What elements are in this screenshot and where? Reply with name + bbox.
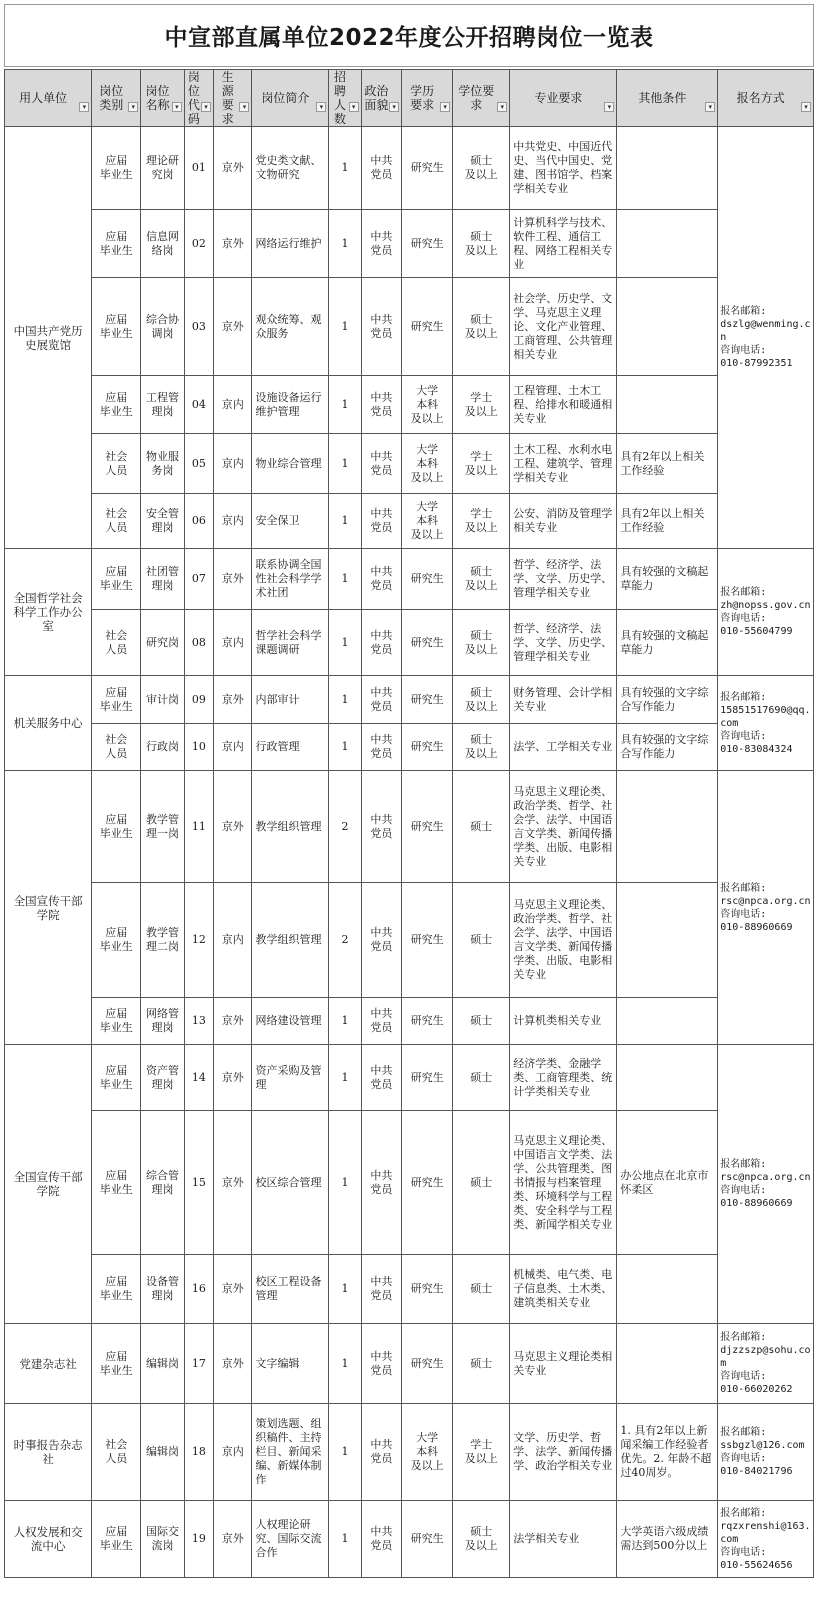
job-degree: 硕士 [453, 1111, 510, 1255]
job-education: 研究生 [402, 1255, 453, 1324]
job-category: 应届 毕业生 [92, 1501, 141, 1578]
filter-dropdown-icon[interactable]: ▾ [172, 102, 182, 112]
unit-name: 机关服务中心 [5, 676, 92, 771]
job-code: 03 [184, 278, 213, 376]
table-row [5, 127, 814, 210]
job-other-conditions: 大学英语六级成绩需达到500分以上 [617, 1501, 718, 1578]
table-row [5, 998, 814, 1045]
job-major: 中共党史、中国近代史、当代中国史、党建、图书馆学、档案学相关专业 [510, 127, 617, 210]
job-code: 05 [184, 434, 213, 494]
job-major: 马克思主义理论类、政治学类、哲学、社会学、法学、中国语言文学类、新闻传播学类、出版、电影相关专业 [510, 771, 617, 883]
job-intro: 联系协调全国性社会科学学术社团 [252, 549, 329, 610]
table-row [5, 494, 814, 549]
job-source: 京外 [213, 1045, 251, 1111]
header-apply: 报名方式 ▾ [718, 70, 814, 127]
job-political: 中共 党员 [361, 278, 402, 376]
job-post: 安全管 理岗 [141, 494, 185, 549]
job-code: 18 [184, 1404, 213, 1501]
job-other-conditions [617, 771, 718, 883]
job-intro: 设施设备运行维护管理 [252, 376, 329, 434]
job-education: 研究生 [402, 549, 453, 610]
job-political: 中共 党员 [361, 1045, 402, 1111]
job-degree: 硕士 [453, 1255, 510, 1324]
job-education: 大学 本科 及以上 [402, 376, 453, 434]
job-degree: 硕士 及以上 [453, 610, 510, 676]
filter-dropdown-icon[interactable]: ▾ [316, 102, 326, 112]
job-political: 中共 党员 [361, 1404, 402, 1501]
job-category: 应届 毕业生 [92, 1255, 141, 1324]
job-political: 中共 党员 [361, 771, 402, 883]
job-category: 应届 毕业生 [92, 1324, 141, 1404]
job-code: 11 [184, 771, 213, 883]
unit-name: 全国宣传干部学院 [5, 1045, 92, 1324]
job-degree: 硕士 及以上 [453, 724, 510, 771]
job-code: 08 [184, 610, 213, 676]
job-education: 研究生 [402, 127, 453, 210]
job-major: 马克思主义理论类相关专业 [510, 1324, 617, 1404]
job-post: 网络管 理岗 [141, 998, 185, 1045]
job-major: 文学、历史学、哲学、法学、新闻传播学、政治学相关专业 [510, 1404, 617, 1501]
job-political: 中共 党员 [361, 210, 402, 278]
unit-name: 时事报告杂志社 [5, 1404, 92, 1501]
job-category: 社会 人员 [92, 494, 141, 549]
job-source: 京内 [213, 610, 251, 676]
apply-contact: 报名邮箱: rqzxrenshi@163.com 咨询电话: 010-55624656 [718, 1501, 814, 1578]
filter-dropdown-icon[interactable]: ▾ [440, 102, 450, 112]
job-post: 信息网 络岗 [141, 210, 185, 278]
unit-name: 中国共产党历史展览馆 [5, 127, 92, 549]
job-code: 12 [184, 883, 213, 998]
job-category: 社会 人员 [92, 610, 141, 676]
job-source: 京外 [213, 549, 251, 610]
job-degree: 学士 及以上 [453, 376, 510, 434]
header-unit: 用人单位 ▾ [5, 70, 92, 127]
recruitment-table [4, 69, 814, 1578]
job-political: 中共 党员 [361, 494, 402, 549]
job-post: 教学管 理一岗 [141, 771, 185, 883]
job-major: 公安、消防及管理学相关专业 [510, 494, 617, 549]
job-political: 中共 党员 [361, 1324, 402, 1404]
job-major: 马克思主义理论类、中国语言文学类、法学、公共管理类、图书情报与档案管理类、环境科学与工程类、安全科学与工程类、新闻学相关专业 [510, 1111, 617, 1255]
job-major: 哲学、经济学、法学、文学、历史学、管理学相关专业 [510, 549, 617, 610]
job-political: 中共 党员 [361, 883, 402, 998]
header-count: 招聘人数 ▾ [329, 70, 361, 127]
job-post: 工程管 理岗 [141, 376, 185, 434]
table-row [5, 1324, 814, 1404]
apply-contact: 报名邮箱: dszlg@wenming.cn 咨询电话: 010-87992351 [718, 127, 814, 549]
job-other-conditions [617, 1255, 718, 1324]
job-code: 19 [184, 1501, 213, 1578]
job-post: 资产管 理岗 [141, 1045, 185, 1111]
job-category: 应届 毕业生 [92, 376, 141, 434]
apply-contact: 报名邮箱: rsc@npca.org.cn 咨询电话: 010-88960669 [718, 1045, 814, 1324]
job-intro: 教学组织管理 [252, 883, 329, 998]
job-category: 应届 毕业生 [92, 549, 141, 610]
job-post: 编辑岗 [141, 1324, 185, 1404]
job-education: 研究生 [402, 1045, 453, 1111]
job-count: 2 [329, 883, 361, 998]
job-count: 1 [329, 210, 361, 278]
job-source: 京内 [213, 434, 251, 494]
header-row [5, 70, 814, 127]
job-other-conditions [617, 127, 718, 210]
header-education: 学历要求 ▾ [402, 70, 453, 127]
table-row [5, 610, 814, 676]
job-intro: 内部审计 [252, 676, 329, 724]
job-intro: 人权理论研究、国际交流合作 [252, 1501, 329, 1578]
job-intro: 校区工程设备管理 [252, 1255, 329, 1324]
job-source: 京外 [213, 1324, 251, 1404]
filter-dropdown-icon[interactable]: ▾ [801, 102, 811, 112]
job-major: 计算机科学与技术、软件工程、通信工程、网络工程相关专业 [510, 210, 617, 278]
filter-dropdown-icon[interactable]: ▾ [705, 102, 715, 112]
job-degree: 硕士 及以上 [453, 549, 510, 610]
job-intro: 网络运行维护 [252, 210, 329, 278]
job-code: 07 [184, 549, 213, 610]
job-political: 中共 党员 [361, 127, 402, 210]
job-code: 09 [184, 676, 213, 724]
table-row [5, 1501, 814, 1578]
job-count: 1 [329, 278, 361, 376]
job-major: 哲学、经济学、法学、文学、历史学、管理学相关专业 [510, 610, 617, 676]
job-post: 综合管 理岗 [141, 1111, 185, 1255]
apply-contact: 报名邮箱: ssbgzl@126.com 咨询电话: 010-84021796 [718, 1404, 814, 1501]
table-body [5, 127, 814, 1578]
job-intro: 行政管理 [252, 724, 329, 771]
job-degree: 硕士 [453, 883, 510, 998]
job-code: 14 [184, 1045, 213, 1111]
apply-contact: 报名邮箱: zh@nopss.gov.cn 咨询电话: 010-55604799 [718, 549, 814, 676]
job-category: 社会 人员 [92, 434, 141, 494]
table-row [5, 1111, 814, 1255]
job-category: 应届 毕业生 [92, 278, 141, 376]
job-other-conditions [617, 998, 718, 1045]
job-major: 机械类、电气类、电子信息类、土木类、建筑类相关专业 [510, 1255, 617, 1324]
job-post: 理论研 究岗 [141, 127, 185, 210]
job-major: 财务管理、会计学相关专业 [510, 676, 617, 724]
job-degree: 硕士 及以上 [453, 127, 510, 210]
job-education: 研究生 [402, 1324, 453, 1404]
job-source: 京外 [213, 998, 251, 1045]
job-intro: 物业综合管理 [252, 434, 329, 494]
job-count: 1 [329, 434, 361, 494]
job-education: 研究生 [402, 883, 453, 998]
job-code: 16 [184, 1255, 213, 1324]
job-political: 中共 党员 [361, 1111, 402, 1255]
job-other-conditions: 具有2年以上相关工作经验 [617, 434, 718, 494]
job-intro: 文字编辑 [252, 1324, 329, 1404]
job-major: 计算机类相关专业 [510, 998, 617, 1045]
job-source: 京内 [213, 376, 251, 434]
job-political: 中共 党员 [361, 1255, 402, 1324]
job-major: 社会学、历史学、文学、马克思主义理论、文化产业管理、工商管理、公共管理相关专业 [510, 278, 617, 376]
job-degree: 硕士 [453, 771, 510, 883]
filter-dropdown-icon[interactable]: ▾ [128, 102, 138, 112]
job-count: 1 [329, 610, 361, 676]
job-category: 应届 毕业生 [92, 998, 141, 1045]
job-count: 1 [329, 1255, 361, 1324]
table-row [5, 771, 814, 883]
job-education: 研究生 [402, 1501, 453, 1578]
job-education: 研究生 [402, 724, 453, 771]
filter-dropdown-icon[interactable]: ▾ [239, 102, 249, 112]
job-source: 京内 [213, 494, 251, 549]
job-category: 应届 毕业生 [92, 210, 141, 278]
header-degree: 学位要求 ▾ [453, 70, 510, 127]
job-source: 京外 [213, 771, 251, 883]
job-intro: 策划选题、组织稿件、主持栏目、新闻采编、新媒体制作 [252, 1404, 329, 1501]
job-count: 1 [329, 724, 361, 771]
table-row [5, 676, 814, 724]
job-post: 社团管 理岗 [141, 549, 185, 610]
job-degree: 学士 及以上 [453, 494, 510, 549]
table-row [5, 1404, 814, 1501]
unit-name: 全国哲学社会科学工作办公室 [5, 549, 92, 676]
header-other: 其他条件 ▾ [617, 70, 718, 127]
table-row [5, 376, 814, 434]
job-count: 1 [329, 127, 361, 210]
job-source: 京外 [213, 1111, 251, 1255]
job-major: 法学相关专业 [510, 1501, 617, 1578]
filter-dropdown-icon[interactable]: ▾ [79, 102, 89, 112]
job-other-conditions [617, 1324, 718, 1404]
header-intro: 岗位简介 ▾ [252, 70, 329, 127]
job-other-conditions: 具有较强的文稿起草能力 [617, 610, 718, 676]
header-source: 生源要求 ▾ [213, 70, 251, 127]
job-source: 京外 [213, 1255, 251, 1324]
job-category: 应届 毕业生 [92, 883, 141, 998]
job-intro: 观众统筹、观众服务 [252, 278, 329, 376]
job-post: 教学管 理二岗 [141, 883, 185, 998]
job-count: 1 [329, 1045, 361, 1111]
filter-dropdown-icon[interactable]: ▾ [497, 102, 507, 112]
job-political: 中共 党员 [361, 549, 402, 610]
job-major: 工程管理、土木工程、给排水和暖通相关专业 [510, 376, 617, 434]
job-count: 1 [329, 1324, 361, 1404]
job-count: 1 [329, 376, 361, 434]
job-degree: 硕士 及以上 [453, 210, 510, 278]
job-other-conditions [617, 278, 718, 376]
filter-dropdown-icon[interactable]: ▾ [349, 102, 359, 112]
job-education: 研究生 [402, 210, 453, 278]
job-other-conditions [617, 210, 718, 278]
job-post: 物业服 务岗 [141, 434, 185, 494]
job-category: 应届 毕业生 [92, 127, 141, 210]
job-political: 中共 党员 [361, 376, 402, 434]
job-post: 行政岗 [141, 724, 185, 771]
job-source: 京外 [213, 210, 251, 278]
job-code: 10 [184, 724, 213, 771]
job-other-conditions: 1. 具有2年以上新闻采编工作经验者优先。2. 年龄不超过40周岁。 [617, 1404, 718, 1501]
table-row [5, 883, 814, 998]
job-major: 马克思主义理论类、政治学类、哲学、社会学、法学、中国语言文学类、新闻传播学类、出版、电影相关专业 [510, 883, 617, 998]
job-source: 京外 [213, 676, 251, 724]
job-education: 大学 本科 及以上 [402, 494, 453, 549]
job-degree: 学士 及以上 [453, 1404, 510, 1501]
job-intro: 网络建设管理 [252, 998, 329, 1045]
job-degree: 硕士 [453, 998, 510, 1045]
job-post: 研究岗 [141, 610, 185, 676]
job-political: 中共 党员 [361, 610, 402, 676]
job-political: 中共 党员 [361, 676, 402, 724]
job-post: 综合协 调岗 [141, 278, 185, 376]
job-education: 研究生 [402, 610, 453, 676]
table-row [5, 1045, 814, 1111]
unit-name: 全国宣传干部学院 [5, 771, 92, 1045]
job-degree: 硕士 及以上 [453, 676, 510, 724]
job-category: 应届 毕业生 [92, 1111, 141, 1255]
job-post: 设备管 理岗 [141, 1255, 185, 1324]
job-count: 1 [329, 1111, 361, 1255]
job-post: 审计岗 [141, 676, 185, 724]
job-education: 研究生 [402, 998, 453, 1045]
unit-name: 人权发展和交流中心 [5, 1501, 92, 1578]
header-category: 岗位类别 ▾ [92, 70, 141, 127]
apply-contact: 报名邮箱: rsc@npca.org.cn 咨询电话: 010-88960669 [718, 771, 814, 1045]
job-other-conditions: 具有较强的文字综合写作能力 [617, 724, 718, 771]
job-intro: 哲学社会科学课题调研 [252, 610, 329, 676]
job-post: 编辑岗 [141, 1404, 185, 1501]
job-education: 研究生 [402, 1111, 453, 1255]
job-intro: 安全保卫 [252, 494, 329, 549]
apply-contact: 报名邮箱: 15851517690@qq.com 咨询电话: 010-83084324 [718, 676, 814, 771]
job-major: 经济学类、金融学类、工商管理类、统计学类相关专业 [510, 1045, 617, 1111]
job-education: 研究生 [402, 771, 453, 883]
job-political: 中共 党员 [361, 998, 402, 1045]
job-code: 13 [184, 998, 213, 1045]
header-code: 岗位代码 ▾ [184, 70, 213, 127]
job-source: 京外 [213, 278, 251, 376]
job-code: 17 [184, 1324, 213, 1404]
job-count: 1 [329, 676, 361, 724]
job-code: 15 [184, 1111, 213, 1255]
table-row [5, 549, 814, 610]
job-education: 研究生 [402, 676, 453, 724]
job-count: 2 [329, 771, 361, 883]
job-degree: 硕士 [453, 1324, 510, 1404]
job-other-conditions [617, 376, 718, 434]
job-other-conditions: 具有2年以上相关工作经验 [617, 494, 718, 549]
job-source: 京外 [213, 1501, 251, 1578]
table-row [5, 278, 814, 376]
job-other-conditions: 具有较强的文稿起草能力 [617, 549, 718, 610]
job-degree: 硕士 [453, 1045, 510, 1111]
header-major: 专业要求 ▾ [510, 70, 617, 127]
job-source: 京内 [213, 1404, 251, 1501]
table-row [5, 434, 814, 494]
filter-dropdown-icon[interactable]: ▾ [201, 102, 211, 112]
header-political: 政治面貌 ▾ [361, 70, 402, 127]
job-count: 1 [329, 1404, 361, 1501]
page-title: 中宣部直属单位2022年度公开招聘岗位一览表 [4, 4, 814, 67]
job-post: 国际交 流岗 [141, 1501, 185, 1578]
job-code: 02 [184, 210, 213, 278]
job-degree: 硕士 及以上 [453, 278, 510, 376]
job-degree: 学士 及以上 [453, 434, 510, 494]
job-education: 研究生 [402, 278, 453, 376]
filter-dropdown-icon[interactable]: ▾ [389, 102, 399, 112]
unit-name: 党建杂志社 [5, 1324, 92, 1404]
job-count: 1 [329, 549, 361, 610]
job-other-conditions: 办公地点在北京市怀柔区 [617, 1111, 718, 1255]
job-source: 京内 [213, 883, 251, 998]
table-row [5, 1255, 814, 1324]
job-category: 应届 毕业生 [92, 676, 141, 724]
table-row [5, 210, 814, 278]
job-source: 京内 [213, 724, 251, 771]
job-category: 社会 人员 [92, 1404, 141, 1501]
header-post: 岗位名称 ▾ [141, 70, 185, 127]
job-count: 1 [329, 998, 361, 1045]
filter-dropdown-icon[interactable]: ▾ [604, 102, 614, 112]
job-count: 1 [329, 494, 361, 549]
job-category: 应届 毕业生 [92, 771, 141, 883]
job-intro: 校区综合管理 [252, 1111, 329, 1255]
job-code: 04 [184, 376, 213, 434]
job-code: 01 [184, 127, 213, 210]
job-count: 1 [329, 1501, 361, 1578]
job-category: 社会 人员 [92, 724, 141, 771]
job-other-conditions [617, 883, 718, 998]
job-education: 大学 本科 及以上 [402, 1404, 453, 1501]
job-source: 京外 [213, 127, 251, 210]
job-political: 中共 党员 [361, 434, 402, 494]
job-intro: 党史类文献、文物研究 [252, 127, 329, 210]
job-intro: 教学组织管理 [252, 771, 329, 883]
table-row [5, 724, 814, 771]
apply-contact: 报名邮箱: djzzszp@sohu.com 咨询电话: 010-66020262 [718, 1324, 814, 1404]
job-code: 06 [184, 494, 213, 549]
job-political: 中共 党员 [361, 1501, 402, 1578]
job-intro: 资产采购及管理 [252, 1045, 329, 1111]
job-category: 应届 毕业生 [92, 1045, 141, 1111]
job-education: 大学 本科 及以上 [402, 434, 453, 494]
job-major: 法学、工学相关专业 [510, 724, 617, 771]
job-major: 土木工程、水利水电工程、建筑学、管理学相关专业 [510, 434, 617, 494]
job-other-conditions [617, 1045, 718, 1111]
job-other-conditions: 具有较强的文字综合写作能力 [617, 676, 718, 724]
job-degree: 硕士 及以上 [453, 1501, 510, 1578]
job-political: 中共 党员 [361, 724, 402, 771]
